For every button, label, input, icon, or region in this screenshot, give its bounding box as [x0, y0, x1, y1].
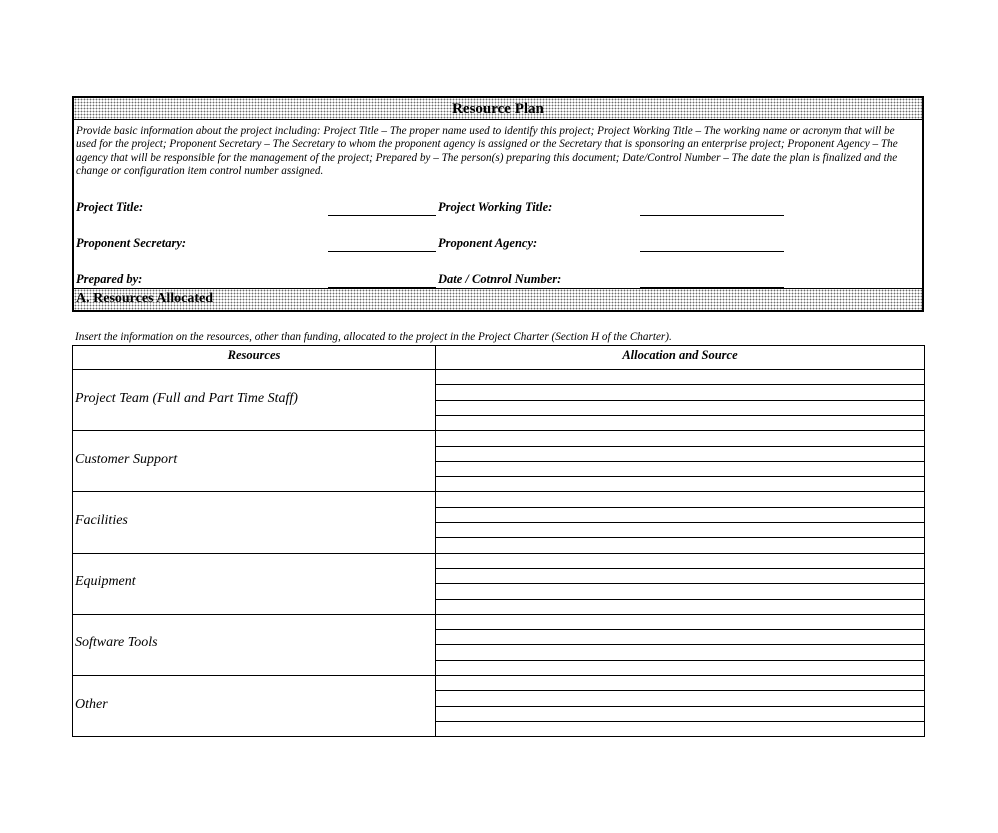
allocation-entry-line[interactable]: [435, 644, 924, 645]
allocation-entry-line[interactable]: [435, 384, 924, 385]
instructions-text: Provide basic information about the project including: Project Title – The proper name used to identify this project; Project Working Title – The working name or acronym that will be used for the project; Proponent Secretary – The Secretary to whom the proponent agency is assigned or the Secretary that is sponsoring an enterprise project; Proponent Agency – The agency that will be responsible for the management of the project; Prepared by – The person(s) preparing this document; Date/Control Number – The date the plan is finalized and the change or configuration item control number assigned.: [76, 125, 898, 178]
row-divider: [73, 553, 924, 554]
proponent-agency-label: Proponent Agency:: [438, 236, 538, 250]
resource-row-label: Equipment: [75, 574, 136, 590]
project-title-label: Project Title:: [76, 200, 144, 214]
allocation-entry-line[interactable]: [435, 660, 924, 661]
resources-column-header: Resources: [227, 348, 281, 362]
row-divider: [73, 491, 924, 492]
allocation-entry-line[interactable]: [435, 446, 924, 447]
project-working-title-field[interactable]: [640, 215, 784, 216]
allocation-entry-line[interactable]: [435, 415, 924, 416]
allocation-entry-line[interactable]: [435, 629, 924, 630]
column-divider: [435, 346, 436, 736]
allocation-entry-line[interactable]: [435, 507, 924, 508]
row-divider: [73, 614, 924, 615]
resource-row-label: Other: [75, 696, 108, 712]
proponent-agency-field[interactable]: [640, 251, 784, 252]
resource-row-label: Customer Support: [75, 451, 178, 467]
allocation-entry-line[interactable]: [435, 568, 924, 569]
header-divider: [73, 369, 924, 370]
proponent-secretary-label: Proponent Secretary:: [76, 236, 187, 250]
prepared-by-label: Prepared by:: [76, 272, 143, 286]
allocation-entry-line[interactable]: [435, 599, 924, 600]
allocation-entry-line[interactable]: [435, 461, 924, 462]
date-control-number-label: Date / Cotnrol Number:: [438, 272, 562, 286]
allocation-entry-line[interactable]: [435, 583, 924, 584]
allocation-column-header: Allocation and Source: [622, 348, 738, 362]
allocation-entry-line[interactable]: [435, 537, 924, 538]
resources-table: [72, 345, 925, 737]
resource-row-label: Project Team (Full and Part Time Staff): [75, 390, 298, 406]
document-title: Resource Plan: [74, 98, 922, 120]
project-working-title-label: Project Working Title:: [438, 200, 553, 214]
allocation-entry-line[interactable]: [435, 706, 924, 707]
allocation-entry-line[interactable]: [435, 721, 924, 722]
row-divider: [73, 430, 924, 431]
allocation-entry-line[interactable]: [435, 690, 924, 691]
resource-plan-header-box: [72, 96, 924, 312]
resource-row-label: Software Tools: [75, 635, 158, 651]
allocation-entry-line[interactable]: [435, 400, 924, 401]
allocation-entry-line[interactable]: [435, 522, 924, 523]
proponent-secretary-field[interactable]: [328, 251, 436, 252]
row-divider: [73, 675, 924, 676]
allocation-entry-line[interactable]: [435, 476, 924, 477]
resource-row-label: Facilities: [75, 513, 128, 528]
section-a-heading: A. Resources Allocated: [74, 288, 922, 310]
section-a-note: Insert the information on the resources, other than funding, allocated to the project in the Project Charter (Section H of the Charter).: [75, 331, 672, 343]
project-title-field[interactable]: [328, 215, 436, 216]
